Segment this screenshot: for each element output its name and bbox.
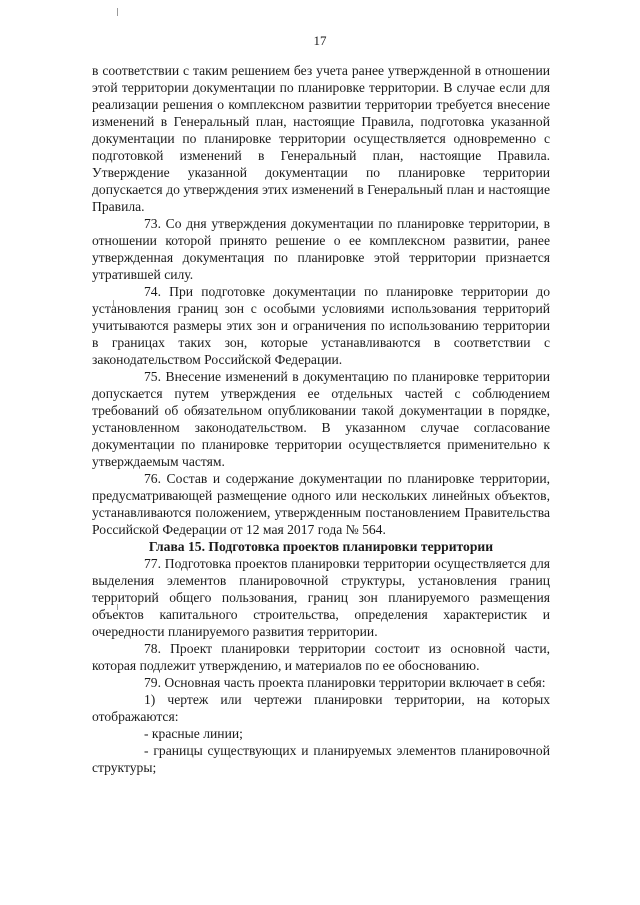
- paragraph-75: 75. Внесение изменений в документацию по планировке территории допускается путем утверждения ее отдельных частей с соблюдением требований об обязательном опубликовании такой документации в порядке, установленном законодательством. В указанном случае согласование документации по планировке территории осуществляется применительно к утверждаемым частям.: [92, 369, 550, 469]
- paragraph-continuation: в соответствии с таким решением без учета ранее утвержденной в отношении этой территории документации по планировке территории. В случае если для реализации решения о комплексном развитии территории требуется внесение изменений в Генеральный план, настоящие Правила, подготовка указанной документации по планировке территории осуществляется одновременно с подготовкой изменений в Генеральный план, настоящие Правила. Утверждение указанной документации по планировке территории допускается до утверждения этих изменений в Генеральный план и настоящие Правила.: [92, 63, 550, 214]
- chapter-heading: Глава 15. Подготовка проектов планировки территории: [148, 539, 494, 554]
- paragraph-79: 79. Основная часть проекта планировки территории включает в себя:: [144, 675, 546, 690]
- scan-mark: [117, 8, 118, 16]
- page-number: 17: [313, 33, 327, 48]
- list-item-boundaries: - границы существующих и планируемых элементов планировочной структуры;: [92, 743, 550, 775]
- paragraph-78: 78. Проект планировки территории состоит из основной части, которая подлежит утверждению, и материалов по ее обоснованию.: [92, 641, 550, 673]
- paragraph-73: 73. Со дня утверждения документации по планировке территории, в отношении которой принято решение о ее комплексном развитии, ранее утвержденная документация по планировке этой территории признается утратившей силу.: [92, 216, 550, 282]
- list-item-1: 1) чертеж или чертежи планировки территории, на которых отображаются:: [92, 692, 550, 724]
- paragraph-76: 76. Состав и содержание документации по планировке территории, предусматривающей размещение одного или нескольких линейных объектов, устанавливаются положением, утвержденным постановлением Правительства Российской Федерации от 12 мая 2017 года № 564.: [92, 471, 550, 537]
- document-body: [92, 62, 550, 776]
- paragraph-74: 74. При подготовке документации по планировке территории до установления границ зон с особыми условиями использования территорий учитываются размеры этих зон и ограничения по использованию территории в границах таких зон, которые устанавливаются в соответствии с законодательством Российской Федерации.: [92, 284, 550, 367]
- list-item-red-lines: - красные линии;: [144, 726, 243, 741]
- paragraph-77: 77. Подготовка проектов планировки территории осуществляется для выделения элементов планировочной структуры, установления границ территорий общего пользования, границ зон планируемого размещения объектов капитального строительства, определения характеристик и очередности планируемого развития территории.: [92, 556, 550, 639]
